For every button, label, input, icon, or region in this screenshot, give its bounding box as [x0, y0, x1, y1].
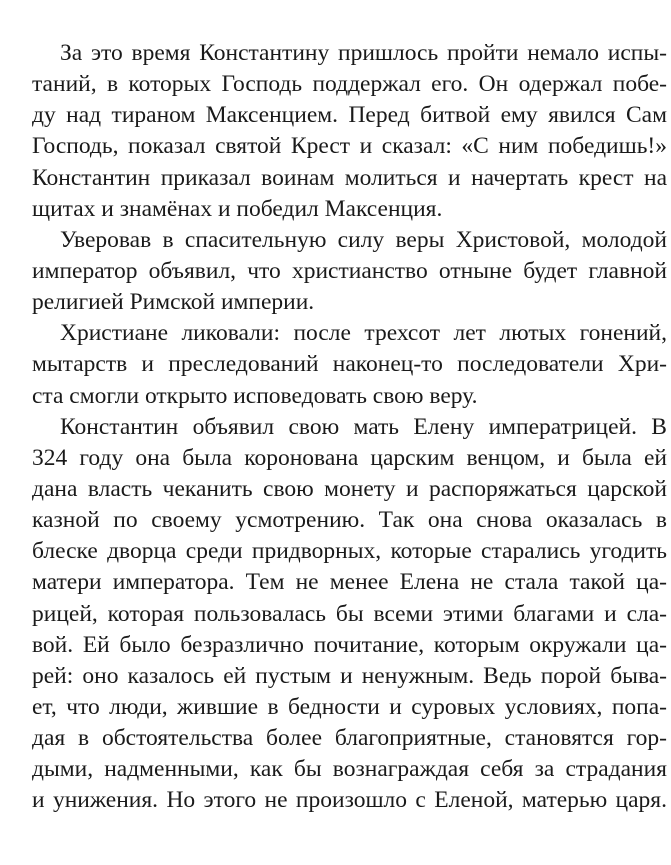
text-line: император объявил, что христианство отныне будет главной — [32, 257, 667, 284]
text-line: блеске дворца среди придворных, которые старались угодить — [32, 538, 667, 565]
text-line: дая в обстоятельства более благоприятные, становятся гор- — [32, 725, 667, 752]
text-line: Христиане ликовали: после трехсот лет лютых гонений, — [60, 320, 667, 347]
paragraph-1 — [4, 38, 667, 225]
paragraph-4 — [4, 412, 667, 817]
text-line: дыми, надменными, как бы вознаграждая себя за страдания — [32, 756, 667, 783]
text-line: матери императора. Тем не менее Елена не стала такой ца- — [32, 569, 667, 596]
paragraph-2 — [4, 225, 667, 318]
text-line: рей: оно казалось ей пустым и ненужным. Ведь порой быва- — [32, 662, 667, 689]
text-line: ста смогли открыто исповедовать свою веру. — [32, 382, 478, 409]
text-line: мытарств и преследований наконец-то последователи Хри- — [32, 351, 667, 378]
text-line: вой. Ей было безразлично почитание, которым окружали ца- — [32, 631, 667, 658]
text-line: За это время Константину пришлось пройти немало испы- — [60, 40, 667, 66]
paragraph-3 — [4, 318, 667, 411]
document-page — [4, 38, 667, 817]
text-line: ду над тираном Максенцием. Перед битвой ему явился Сам — [32, 102, 667, 129]
text-line: Константин объявил свою мать Елену императрицей. В — [60, 413, 667, 440]
text-line: щитах и знамёнах и победил Максенция. — [32, 195, 443, 222]
text-line: дана власть чеканить свою монету и распоряжаться царской — [32, 475, 667, 502]
text-line: Господь, показал святой Крест и сказал: «С ним победишь!» — [32, 133, 667, 160]
text-line: казной по своему усмотрению. Так она снова оказалась в — [32, 507, 667, 534]
text-line: таний, в которых Господь поддержал его. Он одержал побе- — [32, 71, 667, 98]
text-line: 324 году она была коронована царским венцом, и была ей — [32, 444, 667, 471]
text-line: религией Римской империи. — [32, 289, 315, 316]
text-line: ет, что люди, жившие в бедности и суровых условиях, попа- — [32, 693, 667, 720]
text-line: рицей, которая пользовалась бы всеми этими благами и сла- — [32, 600, 667, 627]
text-line: Константин приказал воинам молиться и начертать крест на — [32, 164, 667, 191]
text-line: и унижения. Но этого не произошло с Еленой, матерью царя. — [32, 787, 667, 814]
text-line: Уверовав в спасительную силу веры Христовой, молодой — [60, 226, 667, 253]
